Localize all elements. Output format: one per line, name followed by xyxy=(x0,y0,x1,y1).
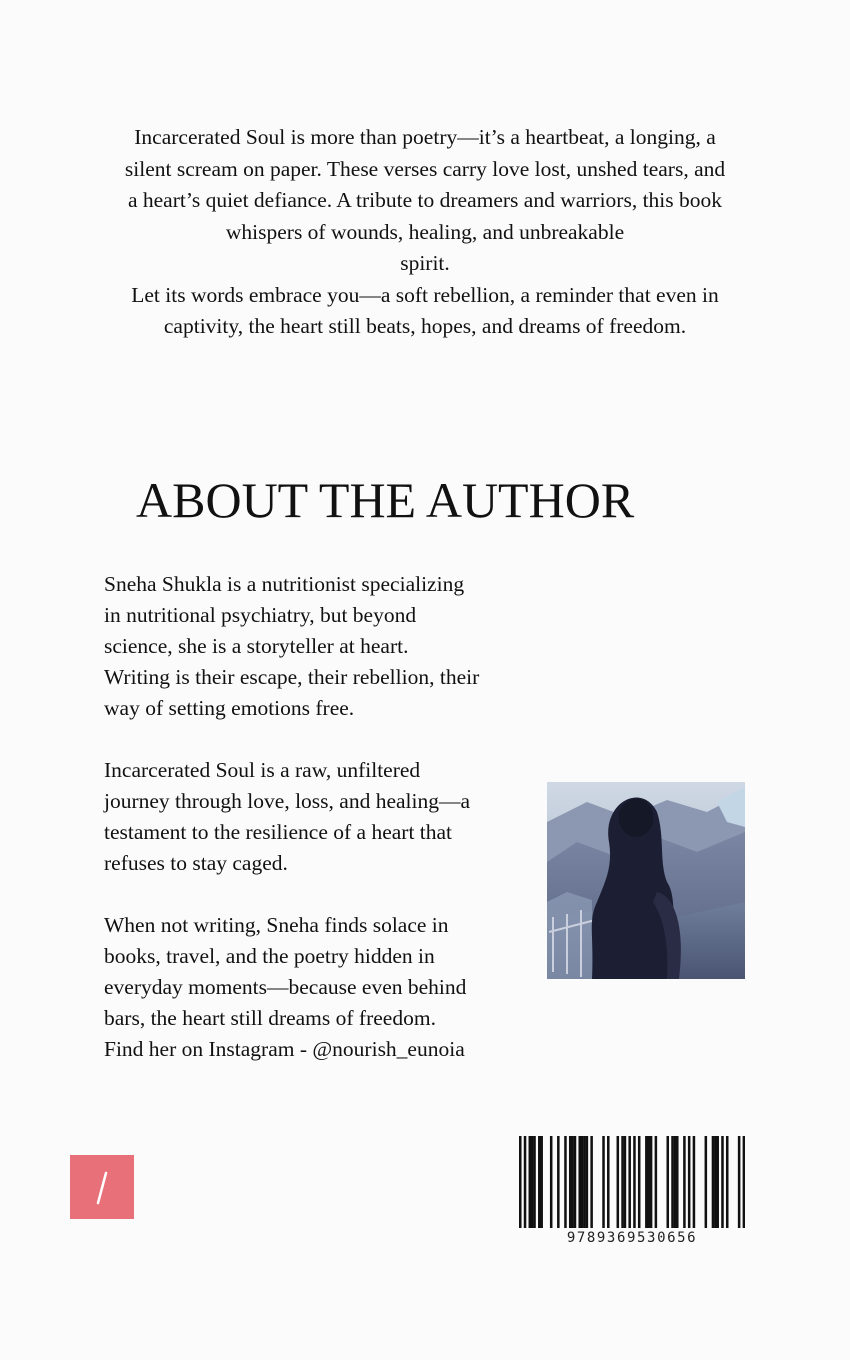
barcode-bar xyxy=(714,1136,717,1228)
barcode-bar xyxy=(650,1136,653,1228)
barcode-bar xyxy=(574,1136,577,1228)
barcode-bar xyxy=(633,1136,636,1228)
barcode-bar xyxy=(538,1136,541,1228)
blurb-line: Incarcerated Soul is more than poetry—it’s a heartbeat, a longing, a xyxy=(134,125,716,149)
blurb-line: spirit. xyxy=(400,251,450,275)
bio-paragraph: Sneha Shukla is a nutritionist specializing in nutritional psychiatry, but beyond science, she is a storyteller at heart. Writing is their escape, their rebellion, their way of setting emotions free. xyxy=(104,572,480,720)
barcode-bar xyxy=(743,1136,745,1228)
barcode-bar xyxy=(721,1136,724,1228)
barcode-bar xyxy=(716,1136,719,1228)
barcode-bar xyxy=(726,1136,729,1228)
author-photo xyxy=(547,782,745,979)
barcode-bar xyxy=(590,1136,593,1228)
barcode-bar xyxy=(621,1136,624,1228)
barcode-bar xyxy=(524,1136,527,1228)
isbn-number: 9789369530656 xyxy=(566,1230,698,1246)
barcode-bar xyxy=(638,1136,641,1228)
barcode-bar xyxy=(676,1136,679,1228)
barcode-bar xyxy=(655,1136,658,1228)
barcode-bar xyxy=(583,1136,586,1228)
barcode-bar xyxy=(519,1136,522,1228)
barcode-bar xyxy=(645,1136,648,1228)
barcode-bar xyxy=(602,1136,605,1228)
barcode-bar xyxy=(531,1136,534,1228)
barcode-bar xyxy=(671,1136,674,1228)
barcode-bar xyxy=(564,1136,567,1228)
barcode-bar xyxy=(705,1136,708,1228)
barcode-bar xyxy=(607,1136,610,1228)
barcode-bar xyxy=(617,1136,620,1228)
about-author-heading: ABOUT THE AUTHOR xyxy=(136,472,635,528)
barcode-bar xyxy=(586,1136,589,1228)
barcode-bar xyxy=(738,1136,741,1228)
barcode-bar xyxy=(693,1136,696,1228)
barcode-bar xyxy=(529,1136,532,1228)
barcode-bar xyxy=(578,1136,581,1228)
barcode-bar xyxy=(569,1136,572,1228)
barcode-bar xyxy=(666,1136,669,1228)
barcode-bar xyxy=(581,1136,584,1228)
barcode-bar xyxy=(557,1136,560,1228)
barcode-bar xyxy=(540,1136,543,1228)
author-bio xyxy=(104,569,544,1065)
slash-logo-icon xyxy=(70,1155,134,1219)
barcode-bar xyxy=(624,1136,627,1228)
barcode-bar xyxy=(712,1136,715,1228)
blurb-line: whispers of wounds, healing, and unbreakable xyxy=(225,219,625,244)
bio-paragraph: Incarcerated Soul is a raw, unfiltered journey through love, loss, and healing—a testament to the resilience of a heart that refuses to stay caged. xyxy=(104,758,471,875)
book-blurb xyxy=(80,122,770,343)
blurb-line: a heart’s quiet defiance. A tribute to dreamers and warriors, this book xyxy=(127,188,723,212)
barcode-bar xyxy=(674,1136,677,1228)
barcode-bars xyxy=(519,1136,745,1228)
barcode-bar xyxy=(550,1136,553,1228)
barcode-bar xyxy=(533,1136,536,1228)
blurb-line: captivity, the heart still beats, hopes, and dreams of freedom. xyxy=(163,314,687,338)
barcode-bar xyxy=(628,1136,631,1228)
barcode-bar xyxy=(688,1136,691,1228)
barcode-bar xyxy=(683,1136,686,1228)
publisher-logo xyxy=(70,1155,134,1219)
barcode-bar xyxy=(571,1136,574,1228)
barcode-bar xyxy=(647,1136,650,1228)
blurb-line: silent scream on paper. These verses carry love lost, unshed tears, and xyxy=(124,156,726,181)
isbn-barcode xyxy=(519,1136,745,1260)
bio-paragraph: When not writing, Sneha finds solace in books, travel, and the poetry hidden in everyday moments—because even behind bars, the heart still dreams of freedom. Find her on Instagram - @nourish_eunoia xyxy=(104,913,467,1061)
blurb-line: Let its words embrace you—a soft rebellion, a reminder that even in xyxy=(131,282,719,307)
